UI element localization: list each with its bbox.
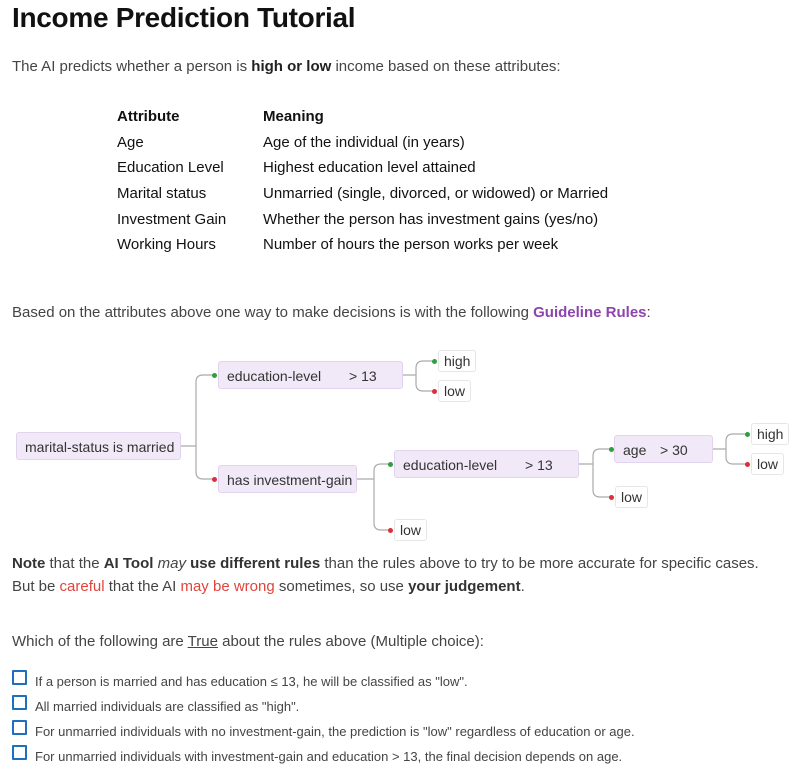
note-text-segment: sometimes, so use: [274, 578, 409, 595]
question-prompt: [12, 633, 484, 650]
leaf-low: low: [615, 486, 648, 508]
false-branch-dot: [609, 495, 614, 500]
decision-tree: [0, 340, 797, 550]
table-row: [117, 181, 608, 207]
node-label: education-level: [403, 457, 498, 473]
node-education-level-top: [218, 361, 403, 389]
note-line-2: [12, 575, 759, 598]
page-title: Income Prediction Tutorial: [12, 2, 356, 33]
note-text-segment: But be: [12, 578, 60, 595]
node-threshold: > 13: [349, 368, 377, 384]
node-age: [614, 435, 713, 463]
attribute-name: Age: [117, 133, 144, 151]
guideline-before: Based on the attributes above one way to make decisions is with the following: [12, 304, 534, 321]
attribute-meaning: Highest education level attained: [263, 159, 476, 177]
guideline-after: :: [646, 304, 651, 321]
table-row: [117, 155, 608, 181]
note-warning: careful: [59, 578, 105, 595]
note-warning: may be wrong: [180, 578, 275, 595]
connector-edu-top-branches: [416, 361, 432, 391]
header-attribute: Attribute: [117, 108, 180, 126]
option-2-checkbox[interactable]: [12, 695, 27, 710]
false-branch-dot: [388, 528, 393, 533]
table-row: [117, 130, 608, 156]
question-after: about the rules above (Multiple choice):: [217, 633, 484, 650]
guideline-intro: [12, 304, 651, 321]
attribute-meaning: Age of the individual (in years): [263, 133, 465, 151]
connector-edu-mid-branches: [593, 449, 613, 497]
false-branch-dot: [212, 477, 217, 482]
table-row: [117, 232, 608, 258]
table-row: [117, 206, 608, 232]
intro-bold: high or low: [251, 58, 332, 75]
attribute-table: [117, 104, 608, 258]
true-branch-dot: [388, 462, 393, 467]
question-underlined: True: [187, 633, 218, 650]
connector-root-branches: [196, 375, 215, 479]
option-2-label: All married individuals are classified as "high".: [35, 699, 300, 714]
attribute-meaning: Whether the person has investment gains (yes/no): [263, 210, 599, 228]
node-label: education-level: [227, 368, 322, 384]
note-bold: your judgement: [408, 578, 521, 595]
note-bold: Note: [12, 555, 46, 572]
node-label: has investment-gain: [227, 472, 353, 488]
option-4-label: For unmarried individuals with investment-gain and education > 13, the final decision depends on age.: [35, 749, 623, 764]
leaf-low: low: [751, 453, 784, 475]
connector-investment-branches: [374, 464, 391, 530]
leaf-low: low: [394, 519, 427, 541]
question-before: Which of the following are: [12, 633, 188, 650]
node-threshold: > 30: [660, 442, 688, 458]
attribute-meaning: Number of hours the person works per week: [263, 236, 559, 254]
option-3-label: For unmarried individuals with no investment-gain, the prediction is "low" regardless of education or age.: [35, 724, 635, 739]
note-bold: AI Tool: [103, 555, 154, 572]
option-1-checkbox[interactable]: [12, 670, 27, 685]
true-branch-dot: [609, 447, 614, 452]
note-text-segment: that the: [45, 555, 104, 572]
attribute-name: Education Level: [117, 159, 224, 177]
guideline-rules-highlight: Guideline Rules: [533, 304, 647, 321]
node-investment-gain: [218, 465, 357, 493]
attribute-name: Investment Gain: [117, 210, 227, 228]
note-text-segment: .: [520, 578, 525, 595]
false-branch-dot: [745, 462, 750, 467]
intro-before: The AI predicts whether a person is: [12, 58, 252, 75]
attribute-meaning: Unmarried (single, divorced, or widowed) or Married: [263, 185, 609, 203]
attribute-name: Working Hours: [117, 236, 216, 254]
note-text-segment: that the AI: [104, 578, 181, 595]
note-text-segment: than the rules above to try to be more accurate for specific cases.: [320, 555, 759, 572]
attribute-name: Marital status: [117, 185, 207, 203]
false-branch-dot: [432, 389, 437, 394]
note-bold: use different rules: [190, 555, 321, 572]
node-label: age: [623, 442, 647, 458]
intro-text: [12, 58, 561, 75]
option-4-checkbox[interactable]: [12, 745, 27, 760]
leaf-low: low: [438, 380, 471, 402]
true-branch-dot: [745, 432, 750, 437]
connector-age-branches: [726, 434, 749, 464]
option-1-label: If a person is married and has education ≤ 13, he will be classified as "low".: [35, 674, 468, 689]
true-branch-dot: [432, 359, 437, 364]
leaf-high: high: [751, 423, 789, 445]
leaf-high: high: [438, 350, 476, 372]
node-education-level-mid: [394, 450, 579, 478]
root-node-label: marital-status is married: [25, 439, 175, 455]
root-node-marital-status: [16, 432, 181, 460]
header-meaning: Meaning: [263, 108, 324, 126]
intro-after: income based on these attributes:: [331, 58, 561, 75]
node-threshold: > 13: [525, 457, 553, 473]
note-text: [12, 552, 759, 598]
option-3-checkbox[interactable]: [12, 720, 27, 735]
note-line-1: [12, 552, 759, 575]
table-header-row: [117, 104, 608, 130]
note-italic: may: [157, 555, 186, 572]
true-branch-dot: [212, 373, 217, 378]
